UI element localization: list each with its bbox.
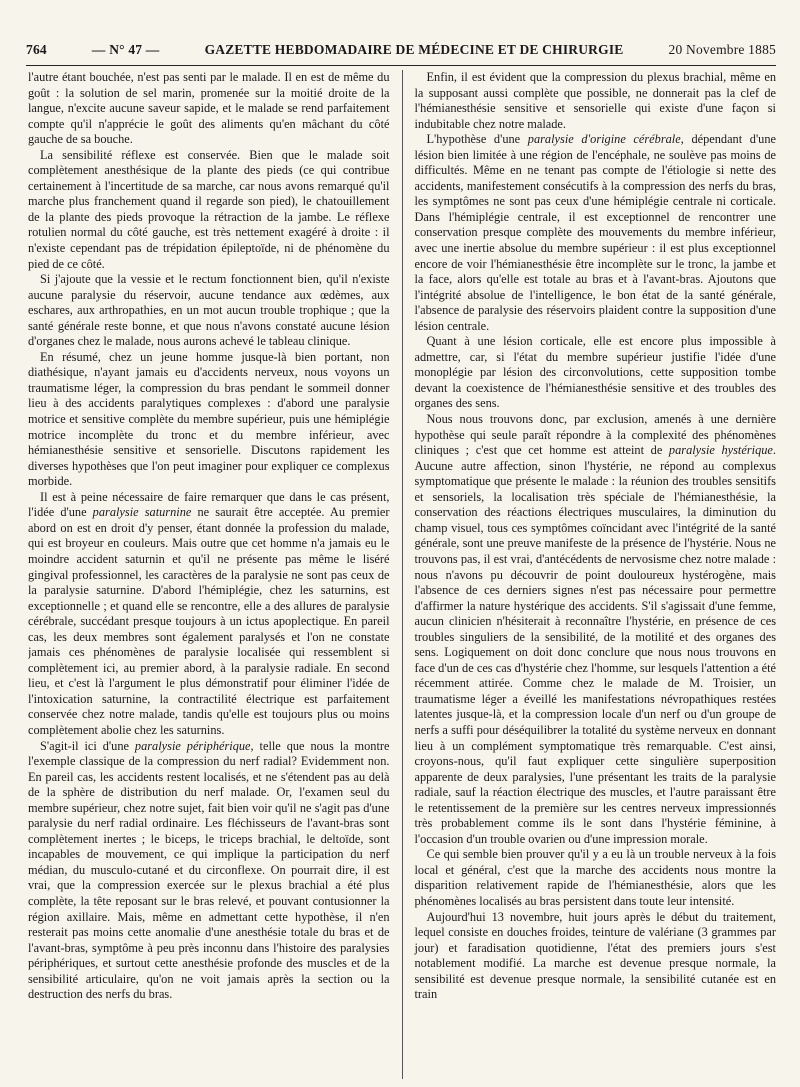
emphasis: paralysie saturnine bbox=[92, 505, 192, 520]
text-run: S'agit-il ici d'une bbox=[40, 738, 135, 753]
paragraph: En résumé, chez un jeune homme jusque-là bien portant, non diathésique, n'ayant jamais eu d'accidents nerveux, nous voyons un traumatisme léger, la compression du bras pendant le sommeil donner lieu à des accidents paralytiques complexes : d'abord une paralysie motrice et sensitive complète du membre supérieur, puis une hémiplégie motrice incomplète du tronc et du membre inférieur, avec hémianesthésie sensitive et sensorielle. Discutons rapidement les diverses hypothèses que l'on peut imaginer pour expliquer ce complexus morbide. bbox=[28, 349, 390, 489]
paragraph bbox=[28, 490, 390, 739]
text-run: , dépendant d'une lésion bien limitée à une région de l'encéphale, ne soulève pas moins de difficultés. Même en ne tenant pas compte de l'étiologie si nette des accidents, manifestement consécutifs à la compression des nerfs du bras, les symptômes ne sont pas ceux d'une hémiplégie centrale ni corticale. Dans l'hémiplégie centrale, il est exceptionnel de rencontrer une conservation presque complète des mouvements du membre inférieur, avec une inertie absolue du membre supérieur : il est plus exceptionnel encore de voir l'hémianesthésie être incomplète sur le tronc, la jambe et la face, alors qu'elle est totale au bras et à l'avant-bras. Ajoutons que l'intégrité absolue de l'intelligence, le bon état de la santé générale, l'absence de paralysie des réservoirs plaident contre la supposition d'une lésion centrale. bbox=[414, 132, 776, 333]
text-run: L'hypothèse d'une bbox=[426, 132, 528, 147]
paragraph: Enfin, il est évident que la compression du plexus brachial, même en la supposant aussi complète que possible, ne donnerait pas la clef de l'hémianesthésie sensitive et sensorielle qui existe d'une façon si indubitable chez notre malade. bbox=[414, 70, 776, 131]
running-header bbox=[26, 42, 776, 66]
issue-number: — N° 47 — bbox=[91, 42, 160, 57]
text-run: Il est à peine nécessaire de faire remarquer que dans le cas présent, l'idée d'une bbox=[28, 489, 390, 520]
issue-date: 20 Novembre 1885 bbox=[668, 42, 776, 57]
paragraph: Ce qui semble bien prouver qu'il y a eu là un trouble nerveux à la fois local et général, c'est que la marche des accidents nous montre la disparition relativement rapide de l'hémianesthésie, alors que les phénomènes localisés au bras persistent dans toute leur intensité. bbox=[414, 847, 776, 908]
text-run: . Aucune autre affection, sinon l'hystérie, ne répond au complexus symptomatique que présente le malade : la réunion des troubles sensitifs et sensoriels, la localisation très spéciale de l'hémianesthésie, la conservation des réactions électriques musculaires, la diminution du champ visuel, tous ces symptômes coïncidant avec l'intégrité de la santé générale, sont une preuve manifeste de la présence de l'hystérie. Nous ne trouvons pas, il est vrai, d'antécédents de nervosisme chez notre malade : nous n'avons pu découvrir de point douloureux hystérogène, mais l'absence de ces derniers signes n'est pas nécessaire pour permettre d'affirmer la nature hystérique des accidents. S'il s'agissait d'une femme, aucun clinicien n'hésiterait à reconnaître l'hystérie, en présence de ces troubles singuliers de la sensibilité, de la motilité et des organes des sens. Logiquement on doit donc conclure que nous nous trouvons en face d'un de ces cas d'hystérie chez l'homme, sur lesquels l'attention a été récemment attirée. Comme chez le malade de M. Troisier, un traumatisme léger a éveillé les manifestations névropathiques restées latentes jusque-là, et la compression locale d'un nerf ou d'un groupe de nerfs a suffi pour déséquilibrer la totalité du système nerveux en donnant lieu à un complément symptomatique très remarquable. C'est ainsi, croyons-nous, qu'il faut expliquer cette singulière superposition apparente de deux paralysies, l'une présentant les traits de la paralysie radiale, sauf la réaction électrique des muscles, et l'autre paraissant être le retentissement de la première sur les centres nerveux impressionnés très probablement comme ils le sont dans l'hystérie féminine, à l'occasion d'un trouble ovarien ou d'une impression morale. bbox=[414, 443, 776, 846]
journal-title: GAZETTE HEBDOMADAIRE DE MÉDECINE ET DE CHIRURGIE bbox=[204, 42, 624, 57]
paragraph: l'autre étant bouchée, n'est pas senti par le malade. Il en est de même du goût : la solution de sel marin, promenée sur la moitié droite de la langue, n'excite aucune saveur sapide, et le malade se rend parfaitement compte qu'il n'apprécie le goût des aliments qu'en mâchant du côté gauche de sa bouche. bbox=[28, 70, 390, 147]
text-run: ne saurait être acceptée. Au premier abord on est en droit d'y penser, étant donnée la profession du malade, qui est broyeur en couleurs. Mais outre que cet homme n'a jamais eu le moindre accident saturnin et qu'il ne présente pas même le liséré gingival professionnel, les caractères de la paralysie ne sont pas ceux de la paralysie saturnine. D'abord l'hémiplégie, chez les saturnins, est exceptionnelle ; et quand elle se rencontre, elle a des allures de paralysie cérébrale, succédant presque toujours à un ictus apoplectique. En pareil cas, les deux membres sont également paralysés et l'on ne constate jamais ces phénomènes de paralysie localisée qui ressemblent si complètement ici, au premier abord, à la paralysie radiale. En second lieu, et c'est là l'argument le plus démonstratif pour éliminer l'idée de l'intoxication saturnine, la contractilité électrique est parfaitement conservée chez notre malade, tandis qu'elle est toujours plus ou moins complètement abolie chez les saturnins. bbox=[28, 505, 390, 737]
paragraph bbox=[415, 132, 777, 334]
right-column bbox=[402, 70, 777, 1079]
emphasis: paralysie périphérique bbox=[134, 738, 251, 753]
text-columns bbox=[28, 70, 776, 1079]
paragraph bbox=[28, 739, 390, 1003]
page-number: 764 bbox=[26, 42, 47, 57]
paragraph: La sensibilité réflexe est conservée. Bien que le malade soit complètement anesthésique de la plante des pieds (ce qui contribue certainement à l'incertitude de sa marche, car nous avons remarqué qu'il marche plus franchement quand il regarde son pied), le chatouillement de la plante des pieds provoque la rétraction de la jambe. Le réflexe rotulien normal du côté gauche, est très nettement exagéré à droite : il n'existe cependant pas de trépidation épileptoïde, ni de phénomène du pied de ce côté. bbox=[28, 147, 390, 271]
left-column bbox=[28, 70, 390, 1079]
text-run: , telle que nous la montre l'exemple classique de la compression du nerf radial? Evidemment non. En pareil cas, les accidents restent localisés, et ne s'étendent pas au delà de la sphère de distribution du nerf malade. Or, l'examen seul du membre supérieur, chez notre sujet, fait bien voir qu'il ne s'agit pas d'une paralysie du nerf radial ordinaire. Les fléchisseurs de l'avant-bras sont complètement inertes ; le biceps, le triceps brachial, le deltoïde, sont incapables de mouvement, ce qui implique la participation du nerf médian, du musculo-cutané et du circonflexe. On pourrait dire, il est vrai, que la compression exercée sur le plexus brachial a été plus complète, la tête reposant sur le bras relevé, et pouvant contusionner la région axillaire. Mais, même en admettant cette hypothèse, il n'en resterait pas moins cette anomalie d'une anesthésie totale du bras et de l'avant-bras, symptôme à peu près inconnu dans l'histoire des paralysies périphériques, et surtout cette anesthésie profonde des muscles et de la sensibilité articulaire, qu'on ne voit jamais après la section ou la destruction des nerfs du bras. bbox=[28, 738, 390, 1002]
text-run: Nous nous trouvons donc, par exclusion, amenés à une dernière hypothèse qui seule paraît répondre à la complexité des phénomènes cliniques ; c'est que cet homme est atteint de bbox=[414, 412, 776, 458]
emphasis: paralysie d'origine cérébrale bbox=[527, 132, 681, 147]
emphasis: paralysie hystérique bbox=[668, 443, 773, 458]
paragraph: Aujourd'hui 13 novembre, huit jours après le début du traitement, lequel consiste en douches froides, teinture de valériane (3 grammes par jour) et faradisation quotidienne, l'état des premiers jours s'est notablement modifié. La marche est devenue presque normale, la sensibilité est devenue presque normale, la sensibilité cutanée est en train bbox=[414, 909, 776, 1002]
paragraph bbox=[415, 412, 777, 847]
paragraph: Quant à une lésion corticale, elle est encore plus impossible à admettre, car, si l'état du membre supérieur justifie l'idée d'une monoplégie par lésion des circonvolutions, cette supposition tombe devant la coexistence de l'hémianesthésie sensitive et des troubles des organes des sens. bbox=[414, 334, 776, 411]
paragraph: Si j'ajoute que la vessie et le rectum fonctionnent bien, qu'il n'existe aucune paralysie du réservoir, aucune tendance aux œdèmes, aux eschares, aux arthropathies, en un mot aucun trouble trophique ; que la santé générale reste bonne, et que nous n'avons constaté aucune lésion d'organes chez le malade, nous aurons achevé le tableau clinique. bbox=[28, 272, 390, 349]
